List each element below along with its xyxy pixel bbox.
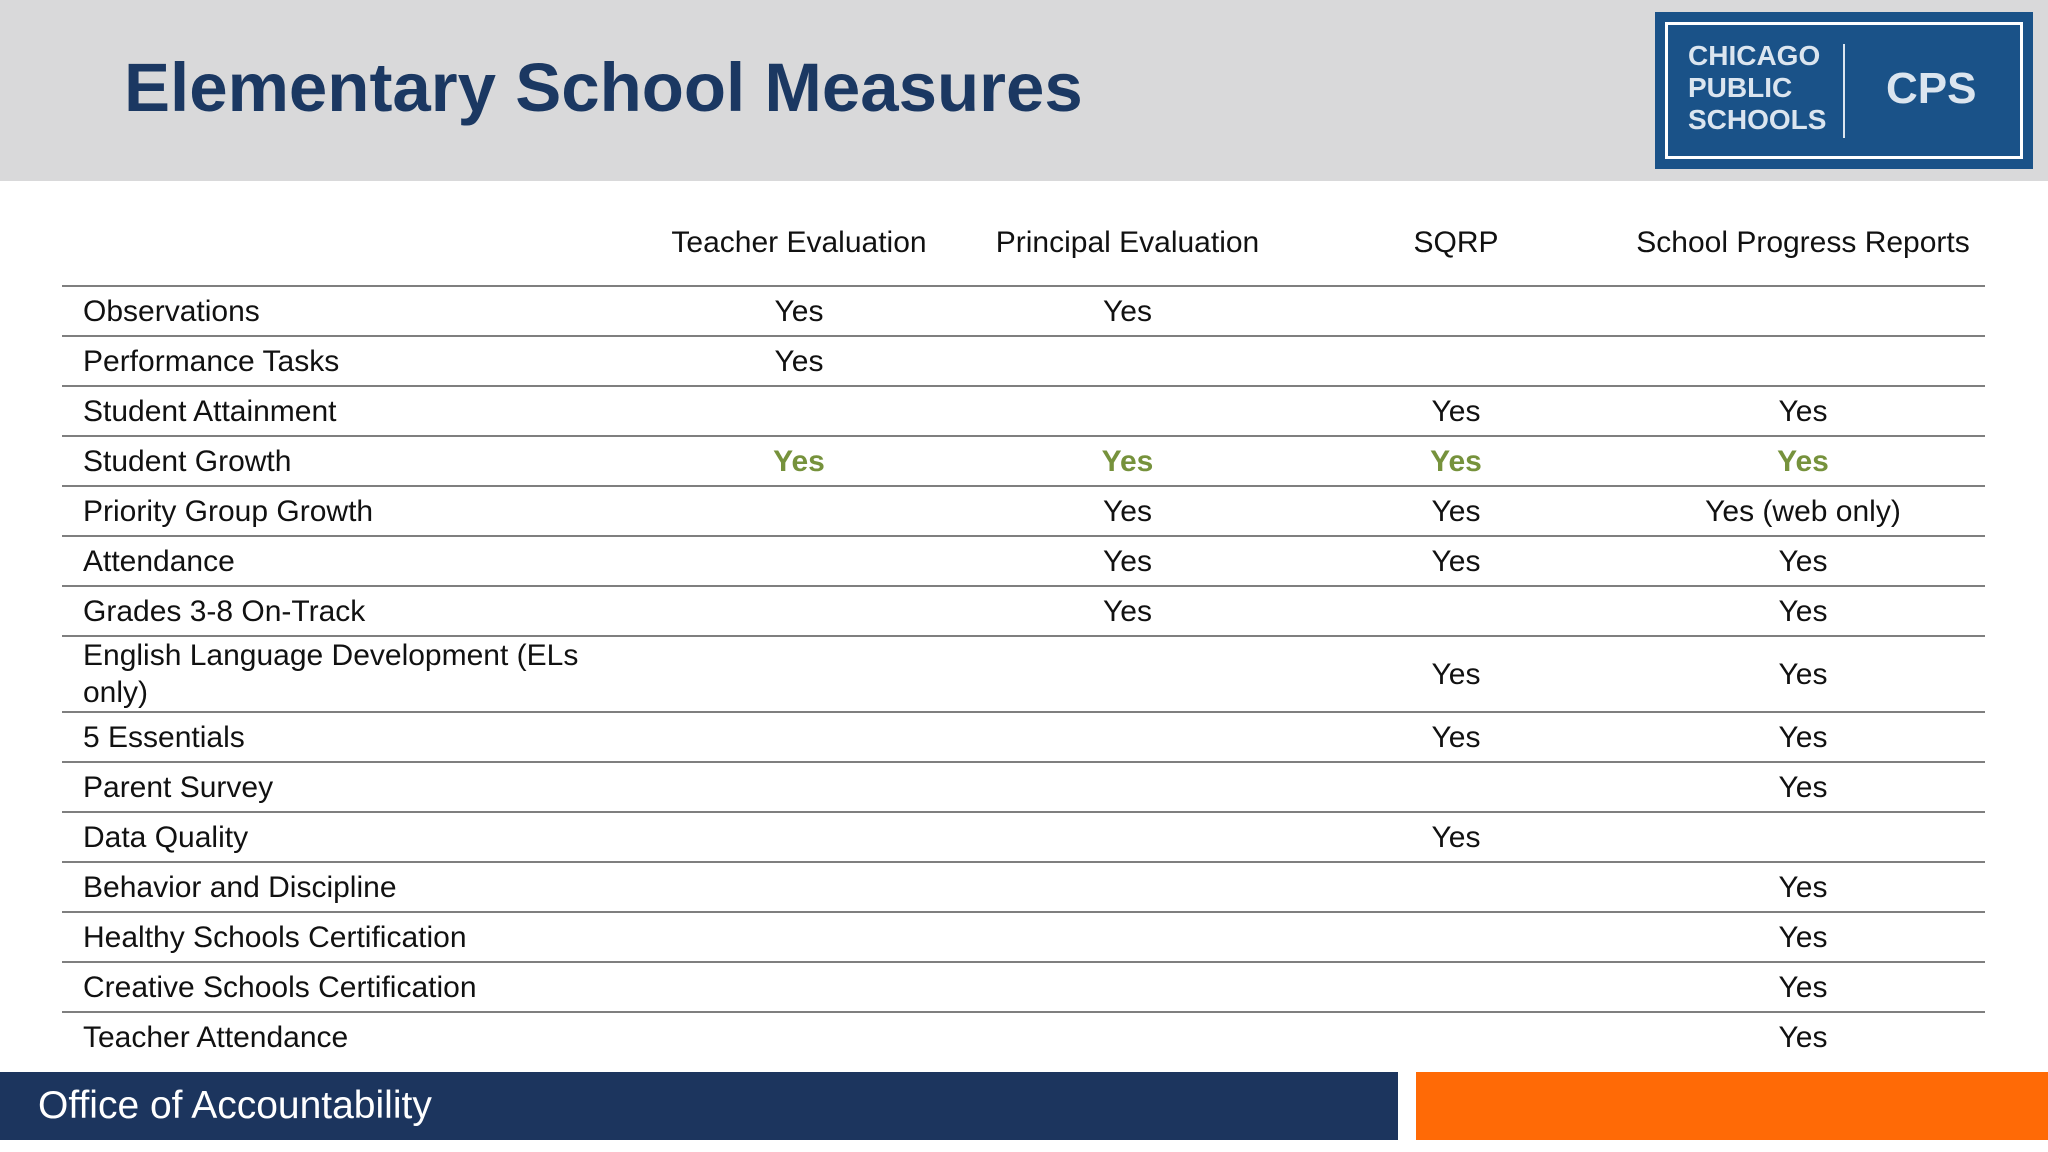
sqrp-cell: Yes <box>1291 386 1621 436</box>
table-row <box>62 962 1985 1012</box>
teacher-evaluation-cell <box>634 912 964 962</box>
teacher-evaluation-cell <box>634 862 964 912</box>
measure-name: Observations <box>62 286 634 336</box>
table-header-row <box>62 200 1985 286</box>
table-row <box>62 912 1985 962</box>
measure-name: Teacher Attendance <box>83 1021 349 1054</box>
table-row <box>62 586 1985 636</box>
principal-evaluation-cell <box>964 1012 1291 1062</box>
progress-reports-cell: Yes <box>1621 386 1985 436</box>
principal-evaluation-cell: Yes <box>964 286 1291 336</box>
principal-evaluation-cell <box>964 862 1291 912</box>
table-row <box>62 386 1985 436</box>
teacher-evaluation-cell: Yes <box>634 436 964 486</box>
principal-evaluation-cell <box>964 812 1291 862</box>
measure-name: Performance Tasks <box>62 336 634 386</box>
teacher-evaluation-cell <box>634 962 964 1012</box>
principal-evaluation-cell: Yes <box>964 486 1291 536</box>
measure-name: English Language Development (ELs only) <box>62 636 634 712</box>
progress-reports-cell: Yes <box>1621 962 1985 1012</box>
principal-evaluation-cell <box>964 336 1291 386</box>
progress-reports-cell: Yes <box>1621 436 1985 486</box>
table-row <box>62 812 1985 862</box>
teacher-evaluation-cell <box>634 1012 964 1062</box>
teacher-evaluation-cell <box>634 586 964 636</box>
measure-name: Student Growth <box>62 436 634 486</box>
teacher-evaluation-cell <box>634 712 964 762</box>
sqrp-cell <box>1291 336 1621 386</box>
table-row <box>62 636 1985 712</box>
column-header-measure <box>62 200 634 286</box>
logo-divider <box>1843 44 1845 138</box>
progress-reports-cell: Yes <box>1621 862 1985 912</box>
teacher-evaluation-cell <box>634 536 964 586</box>
sqrp-cell <box>1291 862 1621 912</box>
logo-line-2: PUBLIC <box>1688 72 1793 103</box>
table-row <box>62 336 1985 386</box>
logo-line-3: SCHOOLS <box>1688 104 1827 135</box>
measure-name: Parent Survey <box>62 762 634 812</box>
progress-reports-cell <box>1621 336 1985 386</box>
teacher-evaluation-cell <box>634 386 964 436</box>
measure-name: Student Attainment <box>62 386 634 436</box>
footer-bar-navy <box>0 1072 1398 1140</box>
principal-evaluation-cell: Yes <box>964 586 1291 636</box>
sqrp-cell <box>1291 1012 1621 1062</box>
sqrp-cell: Yes <box>1291 536 1621 586</box>
measure-name: Attendance <box>62 536 634 586</box>
sqrp-cell: Yes <box>1291 812 1621 862</box>
principal-evaluation-cell <box>964 962 1291 1012</box>
sqrp-cell <box>1291 286 1621 336</box>
logo-wordmark <box>1688 40 1826 136</box>
progress-reports-cell: Yes <box>1621 762 1985 812</box>
column-header-school-progress-reports: School Progress Reports <box>1621 200 1985 286</box>
sqrp-cell <box>1291 962 1621 1012</box>
teacher-evaluation-cell <box>634 762 964 812</box>
sqrp-cell <box>1291 762 1621 812</box>
principal-evaluation-cell <box>964 762 1291 812</box>
teacher-evaluation-cell: Yes <box>634 286 964 336</box>
page-title: Elementary School Measures <box>124 49 1083 126</box>
progress-reports-cell: Yes <box>1621 912 1985 962</box>
measure-name: Priority Group Growth <box>62 486 634 536</box>
sqrp-cell: Yes <box>1291 436 1621 486</box>
progress-reports-cell: Yes <box>1621 536 1985 586</box>
progress-reports-cell <box>1621 286 1985 336</box>
table-row <box>62 536 1985 586</box>
teacher-evaluation-cell: Yes <box>634 336 964 386</box>
measure-name: Behavior and Discipline <box>62 862 634 912</box>
sqrp-cell: Yes <box>1291 636 1621 712</box>
progress-reports-cell: Yes (web only) <box>1621 486 1985 536</box>
sqrp-cell <box>1291 586 1621 636</box>
column-header-teacher-evaluation: Teacher Evaluation <box>634 200 964 286</box>
footer-label: Office of Accountability <box>38 1084 432 1127</box>
measure-name: 5 Essentials <box>62 712 634 762</box>
sqrp-cell: Yes <box>1291 712 1621 762</box>
cps-logo <box>1655 12 2033 169</box>
teacher-evaluation-cell <box>634 486 964 536</box>
logo-abbreviation: CPS <box>1886 64 1977 113</box>
table-row <box>62 286 1985 336</box>
table-row <box>62 486 1985 536</box>
progress-reports-cell: Yes <box>1621 636 1985 712</box>
progress-reports-cell: Yes <box>1778 1021 1828 1054</box>
principal-evaluation-cell <box>964 712 1291 762</box>
measure-name: Creative Schools Certification <box>62 962 634 1012</box>
footer-bar-orange <box>1416 1072 2048 1140</box>
table-row <box>62 1012 1985 1062</box>
measure-name: Grades 3-8 On-Track <box>62 586 634 636</box>
logo-line-1: CHICAGO <box>1688 40 1821 71</box>
teacher-evaluation-cell <box>634 812 964 862</box>
progress-reports-cell: Yes <box>1621 712 1985 762</box>
principal-evaluation-cell <box>964 636 1291 712</box>
table-row <box>62 712 1985 762</box>
table-row <box>62 762 1985 812</box>
measure-name: Data Quality <box>62 812 634 862</box>
table-row-highlighted <box>62 436 1985 486</box>
sqrp-cell: Yes <box>1291 486 1621 536</box>
teacher-evaluation-cell <box>634 636 964 712</box>
column-header-principal-evaluation: Principal Evaluation <box>964 200 1291 286</box>
principal-evaluation-cell <box>964 912 1291 962</box>
measures-table <box>62 200 1985 1062</box>
principal-evaluation-cell <box>964 386 1291 436</box>
table-row <box>62 862 1985 912</box>
progress-reports-cell <box>1621 812 1985 862</box>
sqrp-cell <box>1291 912 1621 962</box>
measure-name: Healthy Schools Certification <box>62 912 634 962</box>
principal-evaluation-cell: Yes <box>964 436 1291 486</box>
principal-evaluation-cell: Yes <box>964 536 1291 586</box>
column-header-sqrp: SQRP <box>1291 200 1621 286</box>
progress-reports-cell: Yes <box>1621 586 1985 636</box>
